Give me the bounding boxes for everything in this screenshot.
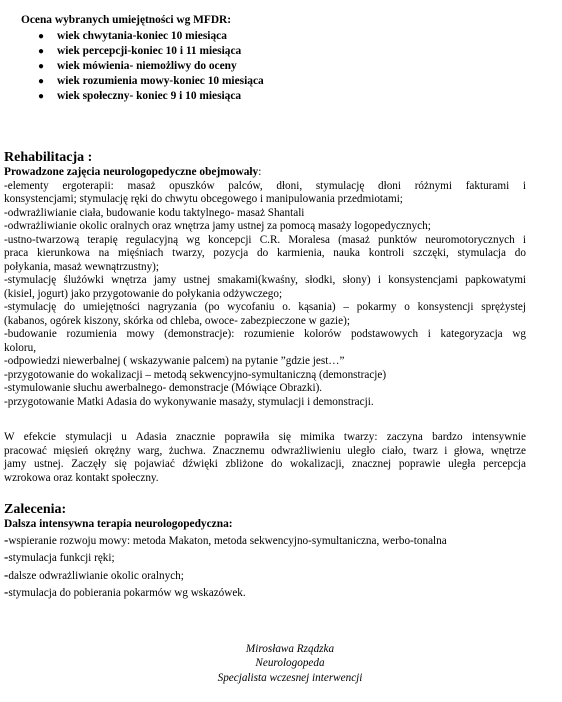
list-item: ● wiek chwytania-koniec 10 miesiąca (21, 29, 541, 44)
rehab-line: -ustno-twarzową terapię regulacyjną wg koncepcji C.R. Moralesa (masaż punktów neuromotorycznych i (4, 233, 526, 246)
rehab-line: -elementy ergoterapii: masaż opuszków palców, dłoni, stymulację dłoni różnymi fakturami i (4, 179, 526, 192)
bullet-icon: ● (38, 60, 45, 72)
rehab-line: konsystencjami; stymulację ręki do chwytu obcegowego i manipulowania przedmiotami; (4, 193, 403, 205)
signature-title: Specjalista wczesnej interwencji (217, 671, 363, 684)
list-item: ● wiek mówienia- niemożliwy do oceny (21, 59, 541, 74)
recommendations-heading: Zalecenia: (4, 502, 67, 517)
rehab-line: -odwrażliwianie ciała, budowanie kodu taktylnego- masaż Shantali (4, 206, 305, 219)
mfdr-list (21, 29, 541, 105)
effect-line: wzrokowa oraz kontakt społeczny. (4, 471, 159, 484)
list-item: -dalsze odwrażliwianie okolic oralnych; (4, 566, 184, 582)
mfdr-title: Ocena wybranych umiejętności wg MFDR: (21, 14, 232, 26)
rehabilitation-subheading: Prowadzone zajęcia neurologopedyczne obejmowały: (4, 166, 262, 178)
rehab-line: -stymulowanie słuchu awerbalnego- demonstracje (Mówiące Obrazki). (4, 382, 323, 394)
effect-line: jamy ustnej. Zaczęły się pojawiać dźwięki zbliżone do wokalizacji, znacznej poprawie uległa percepcja (4, 458, 526, 470)
list-item: ● wiek rozumienia mowy-koniec 10 miesiąca (21, 74, 541, 89)
rehab-line: -odwrażliwianie okolic oralnych oraz wnętrza jamy ustnej za pomocą masaży logopedycznych; (4, 220, 431, 232)
rehab-line: (kabanos, ogórek kiszony, skórka od chleba, owoce- zabezpieczone w gazie); (4, 314, 350, 327)
effect-line: pracować mięsień okrężny warg, żuchwa. Znacznemu odwrażliwieniu uległo ciało, twarz i głowa, wnętrze (4, 444, 526, 457)
list-item: -wspieranie rozwoju mowy: metoda Makaton, metoda sekwencyjno-symultaniczna, werbo-tonalna (4, 531, 447, 547)
rehab-line: -przygotowanie Matki Adasia do wykonywanie masaży, stymulacji i demonstracji. (4, 395, 374, 408)
signature-block (200, 642, 380, 685)
effect-paragraph (4, 431, 526, 485)
bullet-icon: ● (38, 45, 45, 57)
list-item: -stymulacja funkcji ręki; (4, 549, 115, 565)
rehabilitation-section (4, 150, 526, 409)
recommendations-subheading: Dalsza intensywna terapia neurologopedyczna: (4, 518, 233, 530)
signature-role: Neurologopeda (255, 657, 325, 670)
signature-name: Mirosława Rządzka (245, 643, 335, 655)
list-item: ● wiek percepcji-koniec 10 i 11 miesiąca (21, 44, 541, 59)
list-item: -stymulacja do pobierania pokarmów wg wskazówek. (4, 584, 246, 600)
effect-line: W efekcie stymulacji u Adasia znacznie poprawiła się mimika twarzy: zaczyna bardzo intensywnie (4, 431, 526, 443)
mfdr-assessment (21, 14, 541, 105)
rehab-line: -odpowiedzi niewerbalnej ( wskazywanie palcem) na pytanie ”gdzie jest…” (4, 355, 345, 367)
rehabilitation-heading: Rehabilitacja : (4, 150, 93, 165)
rehab-line: -przygotowanie do wokalizacji – metodą sekwencyjno-symultaniczną (demonstracje) (4, 368, 387, 381)
rehab-line: -stymulację ślużówki wnętrza jamy ustnej smakami(kwaśny, słodki, słony) i konsystencjami papkowatymi (4, 274, 526, 286)
bullet-icon: ● (38, 30, 45, 42)
recommendations-section (4, 502, 526, 602)
bullet-icon: ● (38, 91, 45, 103)
list-item: ● wiek społeczny- koniec 9 i 10 miesiąca (21, 89, 541, 104)
rehab-line: -stymulację do umiejętności nagryzania (po wycofaniu o. kąsania) – pokarmy o konsystencji sprężystej (4, 301, 526, 313)
rehab-line: praca kierunkowa na mięśniach twarzy, pozycja do karmienia, nauka kontroli szczęki, stymulacja do (4, 247, 526, 259)
rehab-line: połykania, masaż wewnątrzustny); (4, 260, 160, 273)
bullet-icon: ● (38, 76, 45, 88)
rehab-line: koloru, (4, 341, 37, 354)
rehab-line: (kisiel, jogurt) jako przygotowanie do połykania odżywczego; (4, 287, 283, 300)
rehab-line: -budowanie rozumienia mowy (demonstracje): rozumienie kolorów podstawowych i kategoryzacja wg (4, 328, 526, 340)
